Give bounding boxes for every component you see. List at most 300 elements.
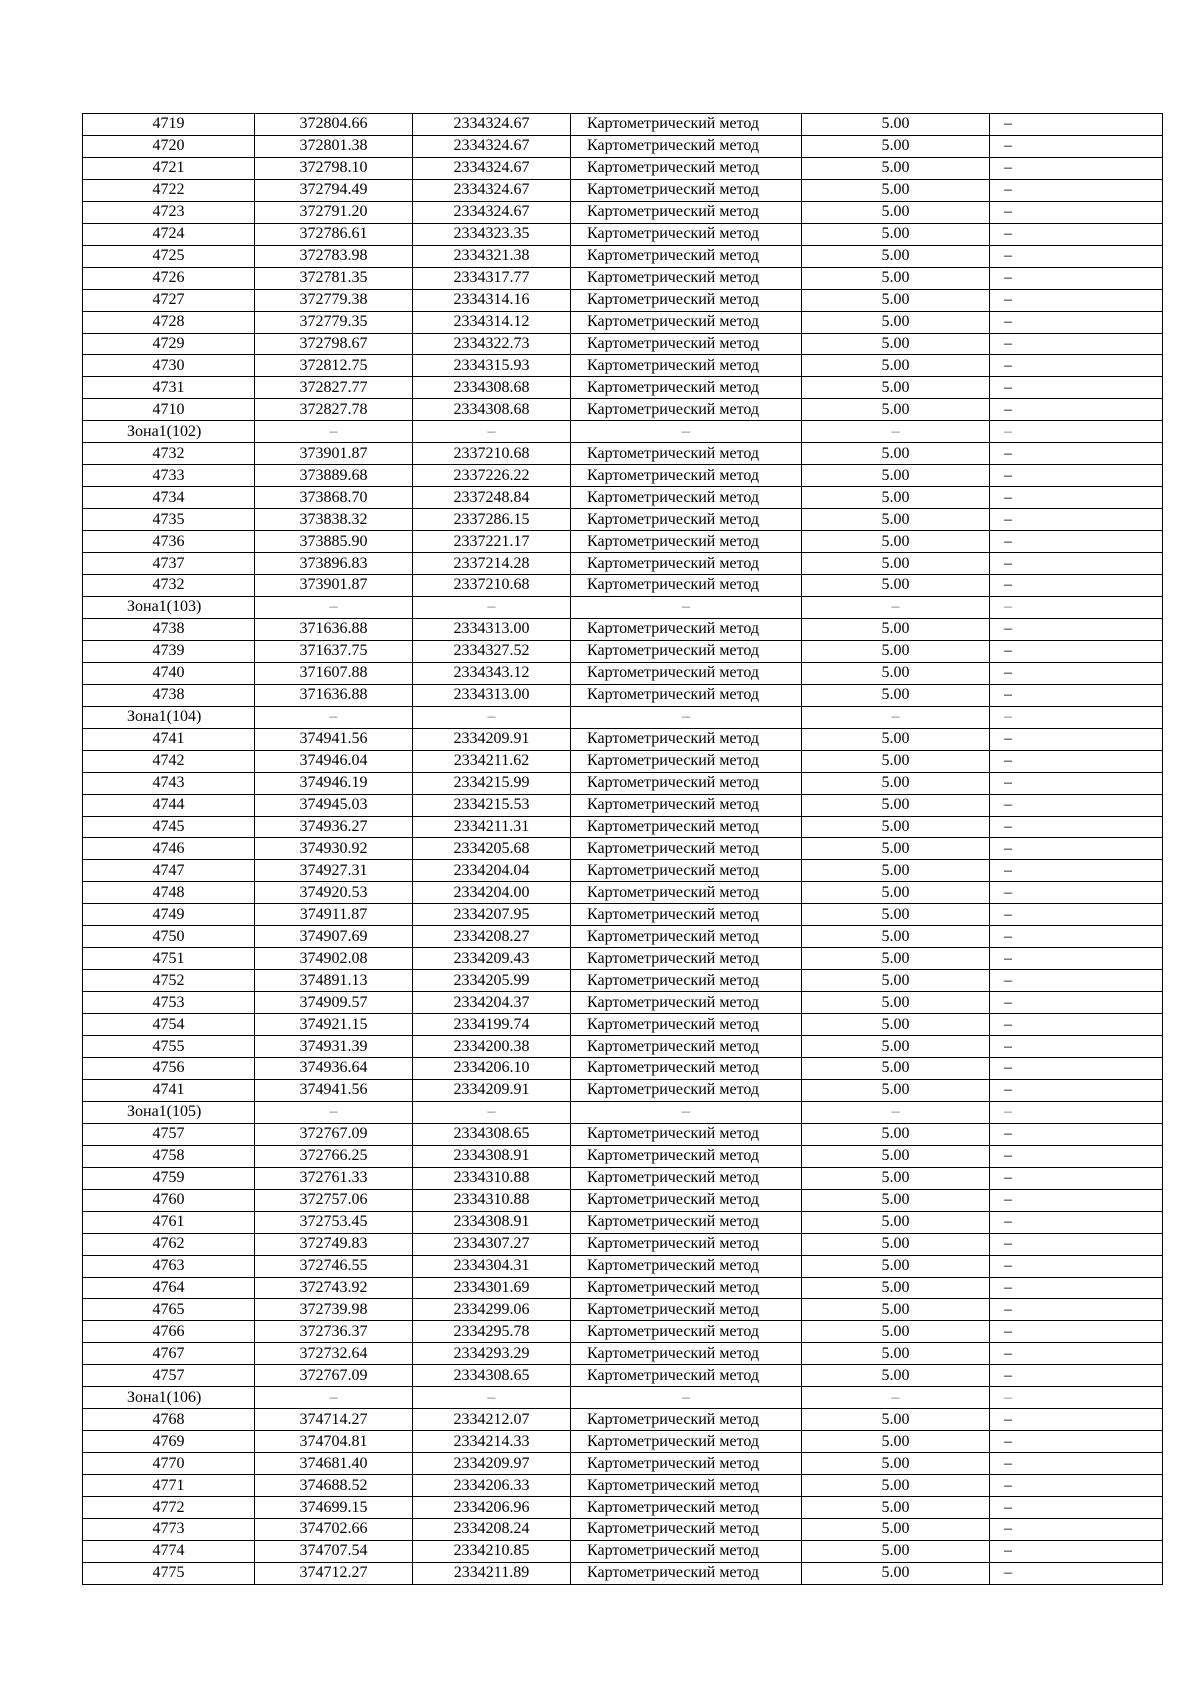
note-cell: – [990, 509, 1163, 531]
method-cell: – [571, 421, 802, 443]
table-row [83, 882, 1163, 904]
table-row [83, 904, 1163, 926]
table-row [83, 860, 1163, 882]
x-cell: 372798.67 [255, 333, 413, 355]
table-row [83, 531, 1163, 553]
accuracy-cell: 5.00 [802, 1277, 990, 1299]
accuracy-cell: 5.00 [802, 1255, 990, 1277]
accuracy-cell: 5.00 [802, 267, 990, 289]
note-cell: – [990, 245, 1163, 267]
accuracy-cell: 5.00 [802, 201, 990, 223]
y-cell: 2334215.99 [413, 772, 571, 794]
note-cell: – [990, 816, 1163, 838]
accuracy-cell: 5.00 [802, 531, 990, 553]
note-cell: – [990, 135, 1163, 157]
method-cell: Картометрический метод [571, 1211, 802, 1233]
x-cell: 372801.38 [255, 135, 413, 157]
point-number-cell: 4766 [83, 1321, 255, 1343]
note-cell: – [990, 640, 1163, 662]
accuracy-cell: 5.00 [802, 1299, 990, 1321]
accuracy-cell: 5.00 [802, 1321, 990, 1343]
note-cell: – [990, 289, 1163, 311]
zone-label: Зона1(106) [83, 1387, 255, 1409]
accuracy-cell: 5.00 [802, 750, 990, 772]
point-number-cell: 4751 [83, 948, 255, 970]
y-cell: 2337248.84 [413, 487, 571, 509]
x-cell: 373885.90 [255, 531, 413, 553]
table-row [83, 1562, 1163, 1584]
accuracy-cell: 5.00 [802, 1233, 990, 1255]
method-cell: Картометрический метод [571, 926, 802, 948]
method-cell: Картометрический метод [571, 399, 802, 421]
y-cell: 2334211.62 [413, 750, 571, 772]
accuracy-cell: 5.00 [802, 1453, 990, 1475]
method-cell: Картометрический метод [571, 289, 802, 311]
point-number-cell: 4734 [83, 487, 255, 509]
point-number-cell: 4743 [83, 772, 255, 794]
x-cell: 374921.15 [255, 1014, 413, 1036]
accuracy-cell: 5.00 [802, 179, 990, 201]
accuracy-cell: 5.00 [802, 1562, 990, 1584]
y-cell: 2334304.31 [413, 1255, 571, 1277]
accuracy-cell: 5.00 [802, 1475, 990, 1497]
accuracy-cell: 5.00 [802, 1123, 990, 1145]
x-cell: 374688.52 [255, 1475, 413, 1497]
accuracy-cell: 5.00 [802, 728, 990, 750]
x-cell: 374920.53 [255, 882, 413, 904]
x-cell: 374931.39 [255, 1036, 413, 1058]
note-cell: – [990, 772, 1163, 794]
method-cell: Картометрический метод [571, 1497, 802, 1519]
accuracy-cell: 5.00 [802, 465, 990, 487]
zone-label: Зона1(102) [83, 421, 255, 443]
accuracy-cell: 5.00 [802, 443, 990, 465]
y-cell: 2334308.91 [413, 1145, 571, 1167]
note-cell: – [990, 399, 1163, 421]
zone-header-row [83, 1387, 1163, 1409]
method-cell: Картометрический метод [571, 1365, 802, 1387]
table-row [83, 157, 1163, 179]
note-cell: – [990, 596, 1163, 618]
accuracy-cell: 5.00 [802, 509, 990, 531]
accuracy-cell: 5.00 [802, 970, 990, 992]
y-cell: 2334317.77 [413, 267, 571, 289]
method-cell: Картометрический метод [571, 223, 802, 245]
table-row [83, 728, 1163, 750]
table-row [83, 772, 1163, 794]
note-cell: – [990, 355, 1163, 377]
zone-label: Зона1(103) [83, 596, 255, 618]
accuracy-cell: 5.00 [802, 1211, 990, 1233]
method-cell: Картометрический метод [571, 1519, 802, 1541]
point-number-cell: 4762 [83, 1233, 255, 1255]
point-number-cell: 4753 [83, 992, 255, 1014]
table-row [83, 1255, 1163, 1277]
method-cell: Картометрический метод [571, 904, 802, 926]
point-number-cell: 4752 [83, 970, 255, 992]
point-number-cell: 4750 [83, 926, 255, 948]
y-cell: 2334323.35 [413, 223, 571, 245]
note-cell: – [990, 1519, 1163, 1541]
method-cell: Картометрический метод [571, 1453, 802, 1475]
x-cell: 371637.75 [255, 640, 413, 662]
table-row [83, 1365, 1163, 1387]
note-cell: – [990, 201, 1163, 223]
note-cell: – [990, 267, 1163, 289]
table-row [83, 377, 1163, 399]
method-cell: Картометрический метод [571, 1343, 802, 1365]
accuracy-cell: 5.00 [802, 838, 990, 860]
table-row [83, 1036, 1163, 1058]
y-cell: 2334206.33 [413, 1475, 571, 1497]
method-cell: Картометрический метод [571, 838, 802, 860]
method-cell: Картометрический метод [571, 728, 802, 750]
point-number-cell: 4730 [83, 355, 255, 377]
note-cell: – [990, 487, 1163, 509]
y-cell: 2334207.95 [413, 904, 571, 926]
method-cell: Картометрический метод [571, 948, 802, 970]
point-number-cell: 4765 [83, 1299, 255, 1321]
note-cell: – [990, 838, 1163, 860]
method-cell: Картометрический метод [571, 1277, 802, 1299]
table-row [83, 114, 1163, 136]
table-row [83, 553, 1163, 575]
y-cell: – [413, 706, 571, 728]
y-cell: 2334204.37 [413, 992, 571, 1014]
point-number-cell: 4727 [83, 289, 255, 311]
accuracy-cell: 5.00 [802, 1014, 990, 1036]
table-row [83, 1497, 1163, 1519]
method-cell: Картометрический метод [571, 1475, 802, 1497]
point-number-cell: 4746 [83, 838, 255, 860]
accuracy-cell: 5.00 [802, 157, 990, 179]
table-row [83, 575, 1163, 597]
x-cell: 372779.38 [255, 289, 413, 311]
y-cell: 2334301.69 [413, 1277, 571, 1299]
note-cell: – [990, 1299, 1163, 1321]
method-cell: Картометрический метод [571, 772, 802, 794]
note-cell: – [990, 662, 1163, 684]
point-number-cell: 4767 [83, 1343, 255, 1365]
point-number-cell: 4732 [83, 575, 255, 597]
method-cell: Картометрический метод [571, 860, 802, 882]
x-cell: 374681.40 [255, 1453, 413, 1475]
note-cell: – [990, 1101, 1163, 1123]
note-cell: – [990, 443, 1163, 465]
accuracy-cell: 5.00 [802, 684, 990, 706]
point-number-cell: 4773 [83, 1519, 255, 1541]
accuracy-cell: 5.00 [802, 1036, 990, 1058]
point-number-cell: 4733 [83, 465, 255, 487]
y-cell: 2334200.38 [413, 1036, 571, 1058]
note-cell: – [990, 1497, 1163, 1519]
method-cell: Картометрический метод [571, 1299, 802, 1321]
point-number-cell: 4726 [83, 267, 255, 289]
table-row [83, 1409, 1163, 1431]
x-cell: 372739.98 [255, 1299, 413, 1321]
point-number-cell: 4723 [83, 201, 255, 223]
method-cell: Картометрический метод [571, 1409, 802, 1431]
accuracy-cell: 5.00 [802, 289, 990, 311]
table-row [83, 794, 1163, 816]
y-cell: 2334343.12 [413, 662, 571, 684]
table-row [83, 1079, 1163, 1101]
note-cell: – [990, 1343, 1163, 1365]
note-cell: – [990, 1277, 1163, 1299]
y-cell: 2334310.88 [413, 1167, 571, 1189]
note-cell: – [990, 1233, 1163, 1255]
x-cell: 372753.45 [255, 1211, 413, 1233]
y-cell: 2334204.04 [413, 860, 571, 882]
point-number-cell: 4741 [83, 728, 255, 750]
note-cell: – [990, 1079, 1163, 1101]
note-cell: – [990, 1321, 1163, 1343]
note-cell: – [990, 1057, 1163, 1079]
point-number-cell: 4755 [83, 1036, 255, 1058]
table-row [83, 1189, 1163, 1211]
zone-header-row [83, 1101, 1163, 1123]
x-cell: 372798.10 [255, 157, 413, 179]
note-cell: – [990, 948, 1163, 970]
point-number-cell: 4771 [83, 1475, 255, 1497]
note-cell: – [990, 1123, 1163, 1145]
method-cell: Картометрический метод [571, 882, 802, 904]
point-number-cell: 4760 [83, 1189, 255, 1211]
note-cell: – [990, 618, 1163, 640]
zone-header-row [83, 706, 1163, 728]
method-cell: Картометрический метод [571, 1036, 802, 1058]
accuracy-cell: 5.00 [802, 1519, 990, 1541]
y-cell: 2334209.97 [413, 1453, 571, 1475]
y-cell: 2334313.00 [413, 684, 571, 706]
y-cell: 2337226.22 [413, 465, 571, 487]
x-cell: 372786.61 [255, 223, 413, 245]
x-cell: 372761.33 [255, 1167, 413, 1189]
method-cell: Картометрический метод [571, 135, 802, 157]
method-cell: Картометрический метод [571, 684, 802, 706]
accuracy-cell: 5.00 [802, 553, 990, 575]
method-cell: Картометрический метод [571, 662, 802, 684]
y-cell: 2334324.67 [413, 157, 571, 179]
note-cell: – [990, 1014, 1163, 1036]
y-cell: 2334206.10 [413, 1057, 571, 1079]
x-cell: 374927.31 [255, 860, 413, 882]
zone-label: Зона1(105) [83, 1101, 255, 1123]
x-cell: 373901.87 [255, 443, 413, 465]
x-cell: – [255, 1101, 413, 1123]
point-number-cell: 4756 [83, 1057, 255, 1079]
table-row [83, 662, 1163, 684]
y-cell: 2334324.67 [413, 201, 571, 223]
x-cell: 372804.66 [255, 114, 413, 136]
table-row [83, 267, 1163, 289]
table-row [83, 1453, 1163, 1475]
table-row [83, 1145, 1163, 1167]
note-cell: – [990, 157, 1163, 179]
y-cell: 2334308.65 [413, 1123, 571, 1145]
x-cell: 374707.54 [255, 1540, 413, 1562]
note-cell: – [990, 465, 1163, 487]
y-cell: 2334208.27 [413, 926, 571, 948]
point-number-cell: 4769 [83, 1431, 255, 1453]
accuracy-cell: 5.00 [802, 377, 990, 399]
method-cell: Картометрический метод [571, 1540, 802, 1562]
x-cell: 372746.55 [255, 1255, 413, 1277]
point-number-cell: 4757 [83, 1365, 255, 1387]
note-cell: – [990, 684, 1163, 706]
x-cell: 374907.69 [255, 926, 413, 948]
point-number-cell: 4720 [83, 135, 255, 157]
point-number-cell: 4741 [83, 1079, 255, 1101]
method-cell: Картометрический метод [571, 509, 802, 531]
table-row [83, 640, 1163, 662]
accuracy-cell: 5.00 [802, 1343, 990, 1365]
accuracy-cell: 5.00 [802, 816, 990, 838]
x-cell: 374930.92 [255, 838, 413, 860]
y-cell: 2334209.91 [413, 1079, 571, 1101]
x-cell: – [255, 706, 413, 728]
y-cell: 2334315.93 [413, 355, 571, 377]
table-row [83, 1123, 1163, 1145]
point-number-cell: 4748 [83, 882, 255, 904]
table-row [83, 399, 1163, 421]
y-cell: 2334212.07 [413, 1409, 571, 1431]
x-cell: 374936.64 [255, 1057, 413, 1079]
y-cell: 2334308.68 [413, 399, 571, 421]
note-cell: – [990, 728, 1163, 750]
x-cell: 371636.88 [255, 684, 413, 706]
point-number-cell: 4770 [83, 1453, 255, 1475]
point-number-cell: 4742 [83, 750, 255, 772]
y-cell: 2334210.85 [413, 1540, 571, 1562]
point-number-cell: 4757 [83, 1123, 255, 1145]
point-number-cell: 4747 [83, 860, 255, 882]
zone-header-row [83, 421, 1163, 443]
x-cell: 373896.83 [255, 553, 413, 575]
point-number-cell: 4758 [83, 1145, 255, 1167]
table-row [83, 1233, 1163, 1255]
point-number-cell: 4736 [83, 531, 255, 553]
method-cell: Картометрический метод [571, 1321, 802, 1343]
y-cell: 2334308.91 [413, 1211, 571, 1233]
accuracy-cell: 5.00 [802, 618, 990, 640]
y-cell: 2334199.74 [413, 1014, 571, 1036]
accuracy-cell: 5.00 [802, 992, 990, 1014]
note-cell: – [990, 904, 1163, 926]
accuracy-cell: 5.00 [802, 245, 990, 267]
table-row [83, 992, 1163, 1014]
y-cell: 2334308.65 [413, 1365, 571, 1387]
point-number-cell: 4738 [83, 684, 255, 706]
note-cell: – [990, 114, 1163, 136]
note-cell: – [990, 794, 1163, 816]
y-cell: 2334307.27 [413, 1233, 571, 1255]
method-cell: Картометрический метод [571, 750, 802, 772]
method-cell: Картометрический метод [571, 1014, 802, 1036]
y-cell: 2337214.28 [413, 553, 571, 575]
note-cell: – [990, 179, 1163, 201]
x-cell: 373868.70 [255, 487, 413, 509]
point-number-cell: 4772 [83, 1497, 255, 1519]
x-cell: 374891.13 [255, 970, 413, 992]
x-cell: 372736.37 [255, 1321, 413, 1343]
note-cell: – [990, 1475, 1163, 1497]
point-number-cell: 4725 [83, 245, 255, 267]
table-row [83, 1475, 1163, 1497]
accuracy-cell: 5.00 [802, 662, 990, 684]
note-cell: – [990, 882, 1163, 904]
method-cell: Картометрический метод [571, 443, 802, 465]
table-row [83, 201, 1163, 223]
point-number-cell: 4775 [83, 1562, 255, 1584]
x-cell: 372766.25 [255, 1145, 413, 1167]
point-number-cell: 4731 [83, 377, 255, 399]
y-cell: 2334327.52 [413, 640, 571, 662]
point-number-cell: 4768 [83, 1409, 255, 1431]
x-cell: 374945.03 [255, 794, 413, 816]
x-cell: 374714.27 [255, 1409, 413, 1431]
method-cell: Картометрический метод [571, 1057, 802, 1079]
table-row [83, 1299, 1163, 1321]
note-cell: – [990, 1387, 1163, 1409]
accuracy-cell: – [802, 596, 990, 618]
note-cell: – [990, 1409, 1163, 1431]
note-cell: – [990, 553, 1163, 575]
accuracy-cell: – [802, 1387, 990, 1409]
x-cell: 372749.83 [255, 1233, 413, 1255]
x-cell: 372743.92 [255, 1277, 413, 1299]
accuracy-cell: – [802, 421, 990, 443]
accuracy-cell: 5.00 [802, 860, 990, 882]
note-cell: – [990, 750, 1163, 772]
table-row [83, 1321, 1163, 1343]
x-cell: 372781.35 [255, 267, 413, 289]
note-cell: – [990, 1453, 1163, 1475]
table-row [83, 838, 1163, 860]
y-cell: 2334314.16 [413, 289, 571, 311]
x-cell: 374946.19 [255, 772, 413, 794]
x-cell: 372791.20 [255, 201, 413, 223]
method-cell: Картометрический метод [571, 1079, 802, 1101]
accuracy-cell: 5.00 [802, 1365, 990, 1387]
method-cell: Картометрический метод [571, 201, 802, 223]
y-cell: 2337221.17 [413, 531, 571, 553]
table-row [83, 289, 1163, 311]
x-cell: 373838.32 [255, 509, 413, 531]
table-row [83, 948, 1163, 970]
x-cell: 372827.78 [255, 399, 413, 421]
accuracy-cell: 5.00 [802, 1079, 990, 1101]
point-number-cell: 4745 [83, 816, 255, 838]
accuracy-cell: 5.00 [802, 640, 990, 662]
method-cell: Картометрический метод [571, 794, 802, 816]
x-cell: 372767.09 [255, 1123, 413, 1145]
method-cell: Картометрический метод [571, 1255, 802, 1277]
point-number-cell: 4732 [83, 443, 255, 465]
table-row [83, 970, 1163, 992]
y-cell: 2337210.68 [413, 575, 571, 597]
method-cell: Картометрический метод [571, 1189, 802, 1211]
x-cell: 372732.64 [255, 1343, 413, 1365]
note-cell: – [990, 1036, 1163, 1058]
note-cell: – [990, 1365, 1163, 1387]
point-number-cell: 4754 [83, 1014, 255, 1036]
method-cell: Картометрический метод [571, 1145, 802, 1167]
table-row [83, 443, 1163, 465]
point-number-cell: 4721 [83, 157, 255, 179]
point-number-cell: 4761 [83, 1211, 255, 1233]
point-number-cell: 4722 [83, 179, 255, 201]
